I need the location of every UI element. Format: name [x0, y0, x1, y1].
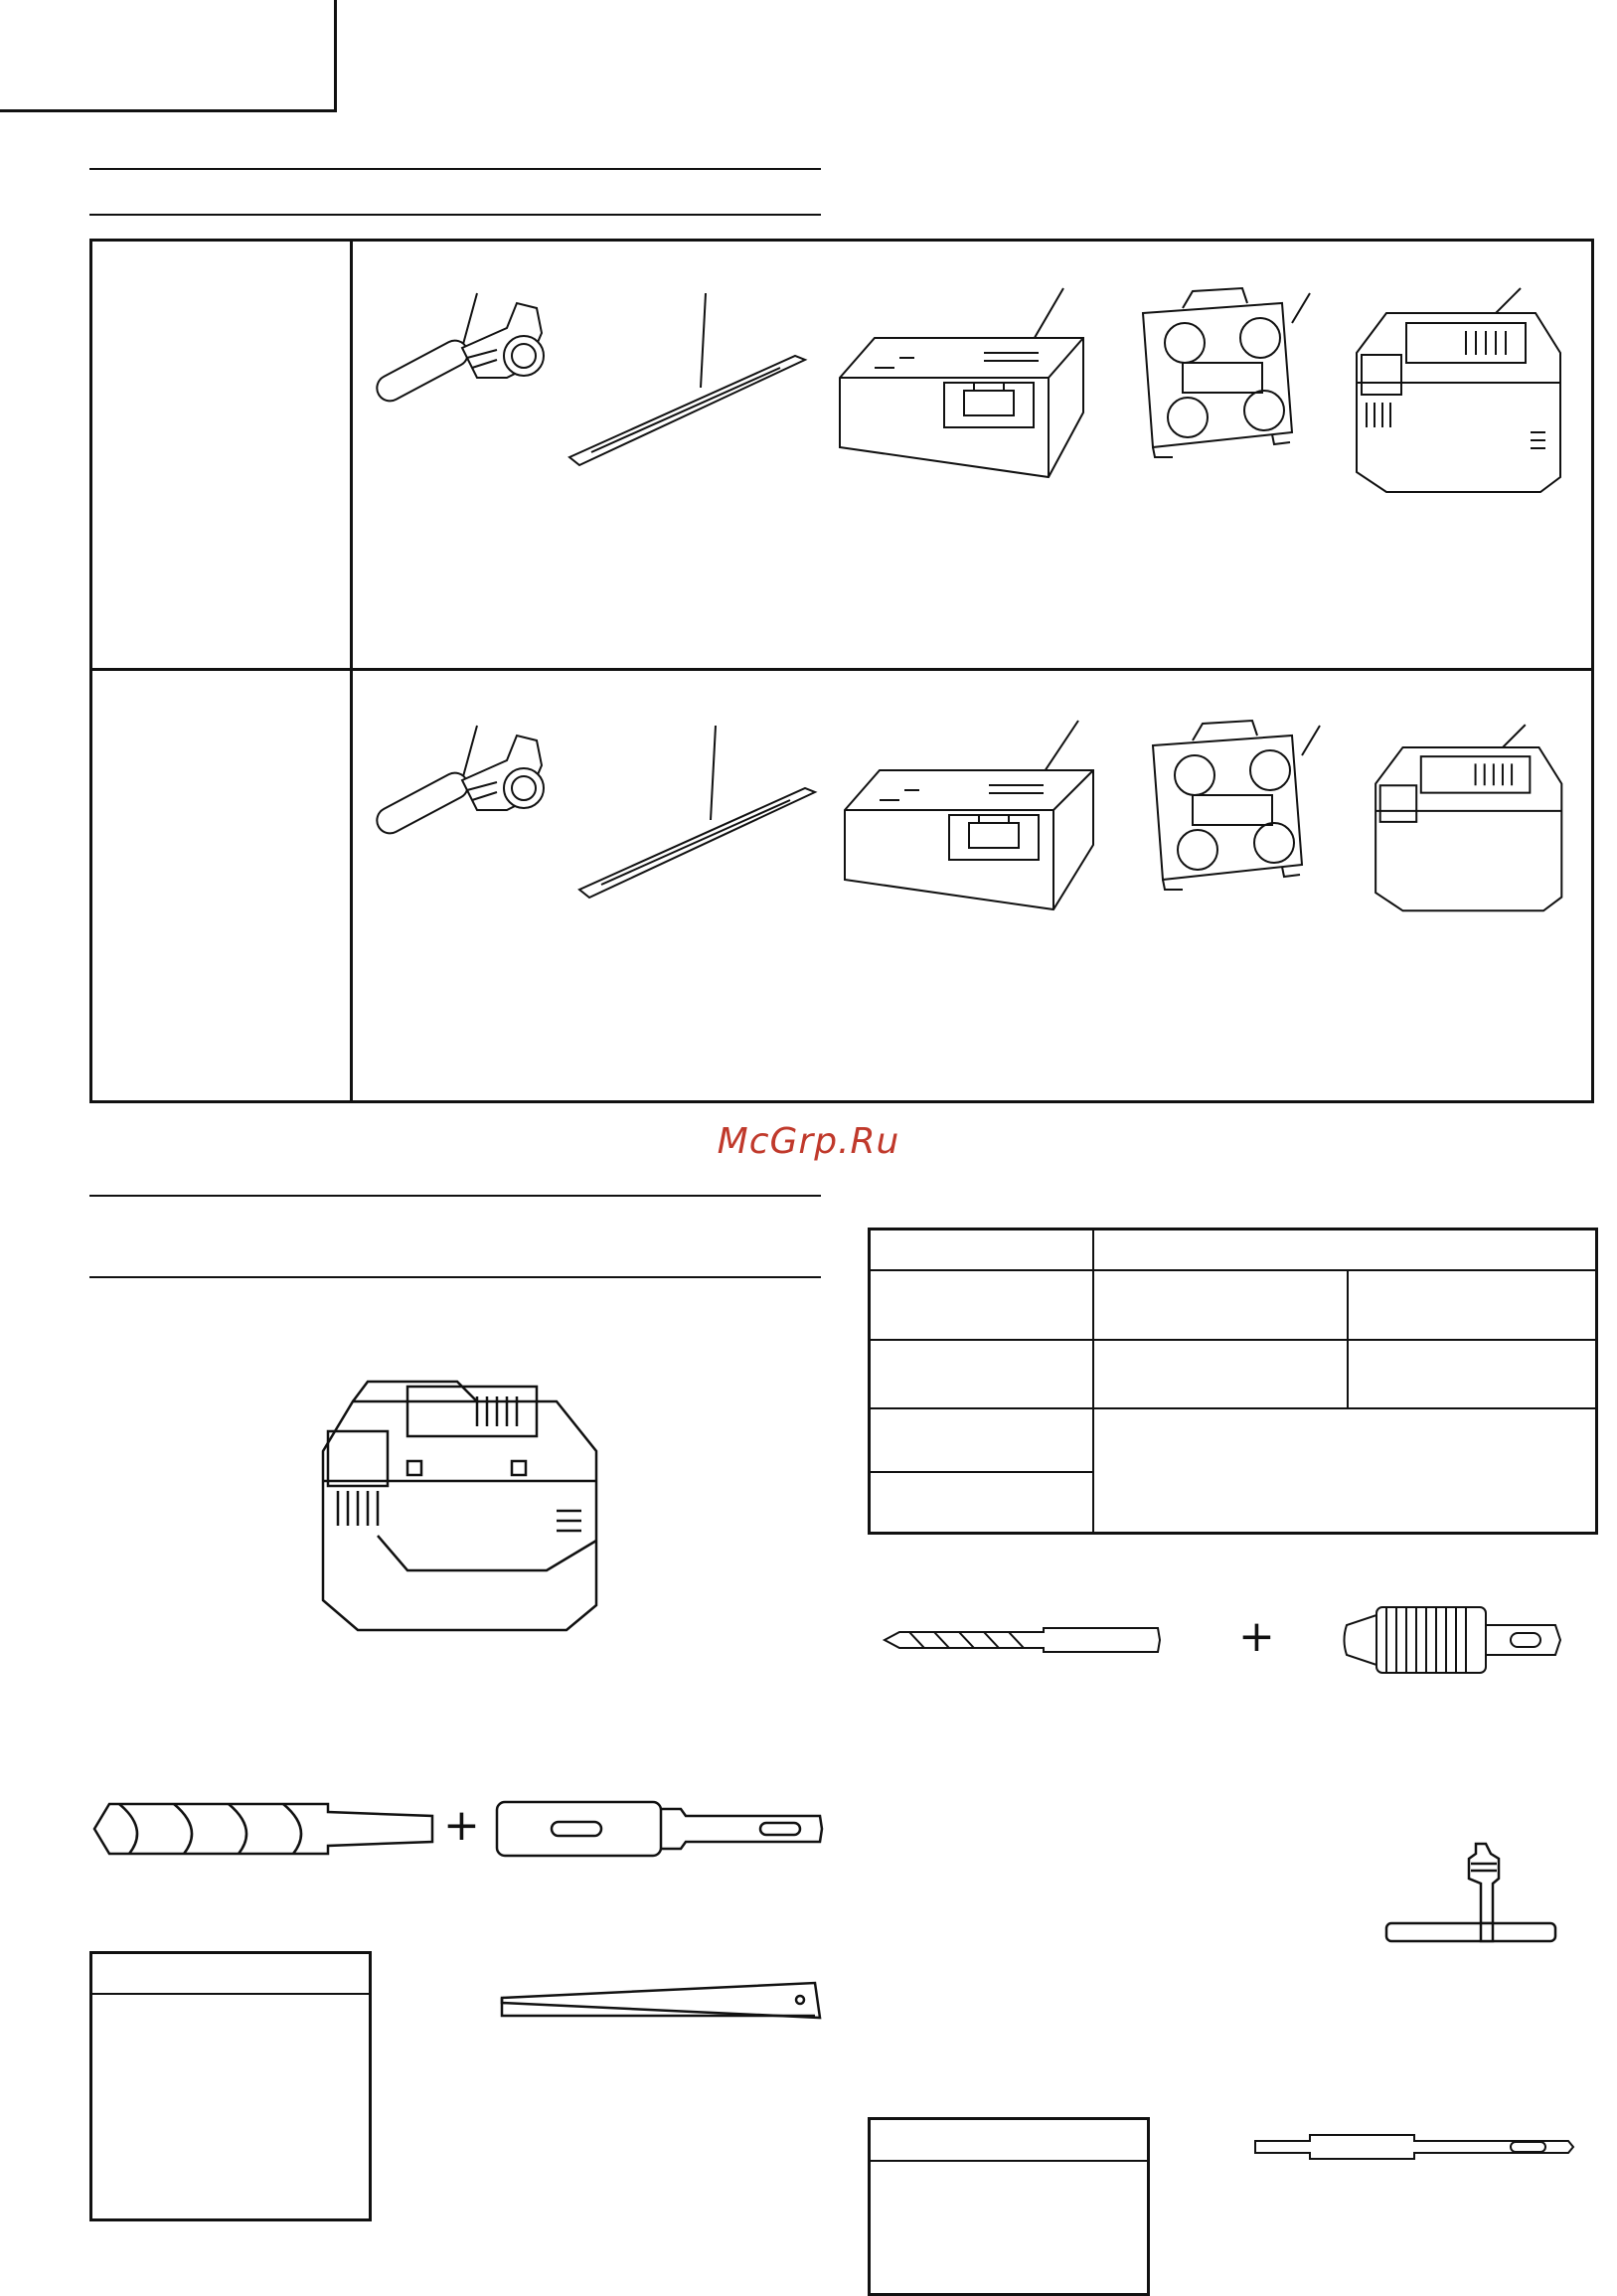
drill-chuck-illustration	[1337, 1595, 1565, 1685]
spec-table-col1	[1092, 1228, 1094, 1535]
header-tab	[0, 0, 337, 112]
section-rule-top	[89, 168, 821, 170]
side-handle-illustration-2	[368, 721, 596, 860]
spec-table	[868, 1228, 1598, 1535]
note-box-left	[89, 1951, 372, 2221]
spec-table-row2	[868, 1339, 1598, 1341]
masonry-drill-bit-illustration	[880, 1620, 1163, 1660]
section2-rule-top	[89, 1195, 821, 1197]
taper-drill-bit-illustration	[89, 1794, 437, 1864]
adapter-illustration	[1250, 2127, 1578, 2167]
chuck-key-illustration	[1381, 1839, 1560, 1958]
section2-rule-bottom	[89, 1276, 821, 1278]
battery-illustration	[1347, 283, 1575, 502]
battery-pack-illustration	[308, 1342, 606, 1640]
watermark: McGrp.Ru	[717, 1121, 900, 1162]
sds-adapter-illustration	[492, 1794, 825, 1864]
spec-table-row1	[868, 1269, 1598, 1271]
spec-table-row4	[868, 1471, 1094, 1473]
carrying-case-illustration-2	[1143, 716, 1322, 904]
depth-gauge-illustration-2	[571, 721, 820, 900]
accessory-table-row-divider	[89, 668, 1594, 671]
plus-sign-2: +	[443, 1800, 480, 1851]
accessory-table-column-divider	[350, 239, 353, 1103]
note-box-left-divider	[89, 1993, 372, 1995]
cotter-illustration	[497, 1978, 825, 2028]
note-box-right-divider	[868, 2160, 1150, 2162]
note-box-right	[868, 2117, 1150, 2296]
charger-illustration	[835, 283, 1093, 492]
spec-table-row3	[868, 1407, 1598, 1409]
section-rule-bottom	[89, 214, 821, 216]
plus-sign-1: +	[1238, 1611, 1275, 1662]
depth-gauge-illustration	[562, 288, 810, 467]
carrying-case-illustration	[1133, 283, 1312, 472]
charger-illustration-2	[840, 716, 1098, 924]
battery-illustration-2	[1367, 716, 1575, 924]
